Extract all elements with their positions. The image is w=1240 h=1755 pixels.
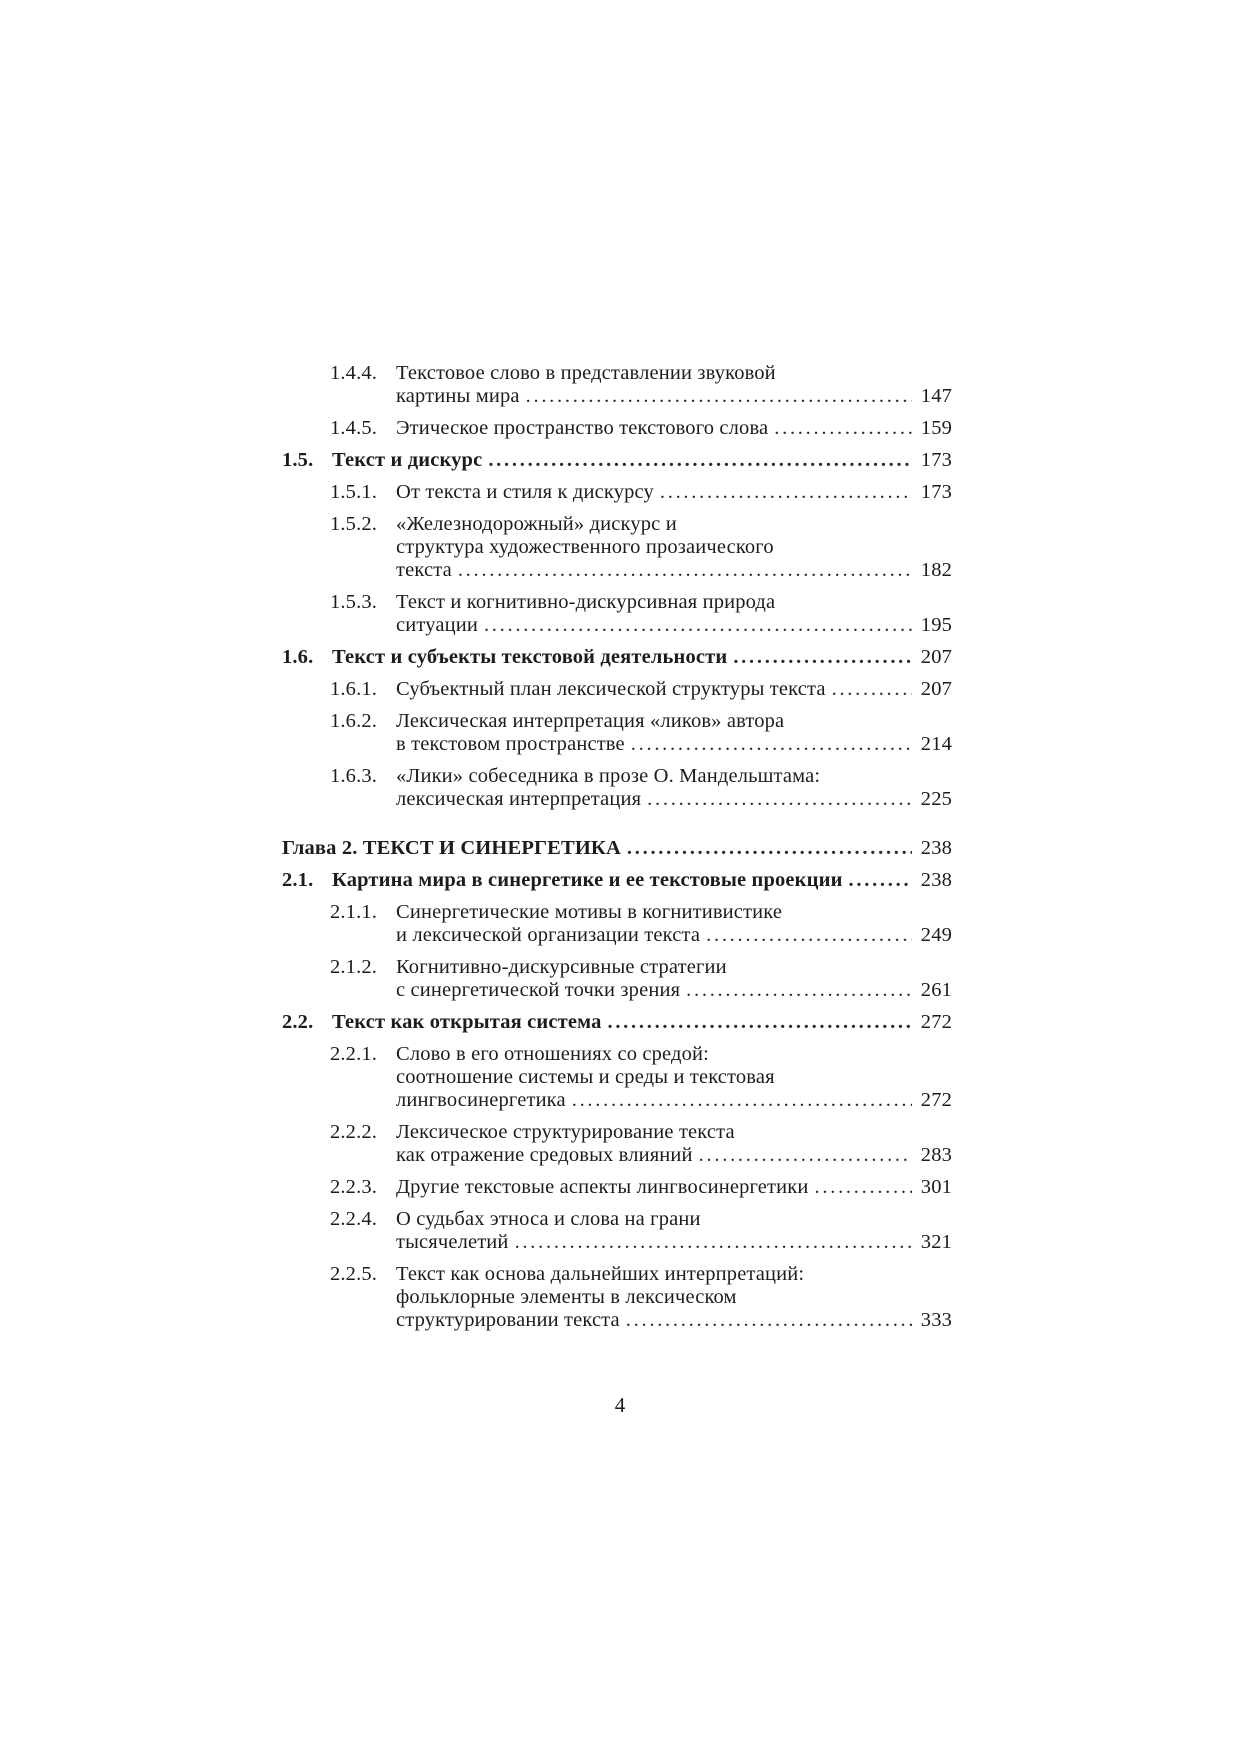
toc-entry-page: 301 [920,1176,952,1198]
dot-leader [484,614,912,637]
toc-entry-title [396,362,952,408]
dot-leader [607,1011,912,1034]
toc-entry [282,449,952,472]
toc-entry-title-line: Текст как основа дальнейших интерпретаций: [396,1263,805,1285]
toc-entry-page: 272 [920,1011,952,1033]
toc-entry-title-line: Этическое пространство текстового слова [396,417,769,439]
toc-entry-title [396,956,952,1002]
toc-entry-title-line: фольклорные элементы в лексическом [396,1286,737,1308]
dot-leader [699,1144,912,1167]
toc-entry [282,1176,952,1199]
toc-entry-page: 283 [920,1144,952,1166]
toc-entry [282,710,952,756]
toc-entry [282,1121,952,1167]
dot-leader [488,449,912,472]
toc-entry [282,837,952,860]
toc-entry-title-line: Текст и когнитивно-дискурсивная природа [396,591,776,613]
toc-entry [282,678,952,701]
dot-leader [647,788,912,811]
dot-leader [774,417,912,440]
toc-entry-title [396,1121,952,1167]
toc-entry-number: 1.5. [282,449,314,471]
toc-entry-page: 207 [920,678,952,700]
toc-entry [282,481,952,504]
toc-entry-title-line: лексическая интерпретация [396,788,642,810]
toc-entry-title [396,710,952,756]
toc-entry-title-line: структурировании текста [396,1309,620,1331]
toc-entry-title [396,765,952,811]
toc-entry-number: 2.1.2. [330,956,378,978]
toc-entry-page: 272 [920,1089,952,1111]
toc-entry-title-line: Когнитивно-дискурсивные стратегии [396,956,727,978]
toc-entry-title [396,678,952,701]
toc-entry-number: 1.5.3. [330,591,378,613]
toc-entry-title-line: О судьбах этноса и слова на грани [396,1208,701,1230]
toc-entry [282,513,952,582]
toc-entry-title [332,869,952,892]
toc-entry-number: 2.2. [282,1011,314,1033]
dot-leader [526,385,912,408]
toc-entry [282,765,952,811]
dot-leader [627,837,912,860]
toc-entry-page: 333 [920,1309,952,1331]
table-of-contents [282,362,952,1341]
toc-entry-title [396,1176,952,1199]
toc-entry-title [396,1208,952,1254]
toc-entry-number: 1.6.3. [330,765,378,787]
toc-entry-title [396,1263,952,1332]
toc-entry-number: 2.2.3. [330,1176,378,1198]
toc-entry-title-line: Глава 2. ТЕКСТ И СИНЕРГЕТИКА [282,837,621,859]
dot-leader [458,559,912,582]
toc-entry [282,362,952,408]
toc-entry-number: 2.1. [282,869,314,891]
toc-entry-number: 1.4.5. [330,417,378,439]
toc-entry [282,1263,952,1332]
toc-entry-number: 1.5.2. [330,513,378,535]
toc-entry [282,956,952,1002]
toc-entry-page: 159 [920,417,952,439]
toc-entry-page: 238 [920,869,952,891]
toc-entry-title-line: как отражение средовых влияний [396,1144,693,1166]
toc-entry [282,591,952,637]
toc-entry-number: 2.2.2. [330,1121,378,1143]
toc-entry-title-line: Текст и дискурс [332,449,483,471]
toc-entry [282,417,952,440]
toc-entry-title-line: соотношение системы и среды и текстовая [396,1066,775,1088]
toc-entry [282,1208,952,1254]
toc-entry-title-line: и лексической организации текста [396,924,701,946]
toc-entry-number: 1.4.4. [330,362,378,384]
toc-entry-page: 238 [920,837,952,859]
toc-entry-number: 2.2.4. [330,1208,378,1230]
toc-entry-title-line: Слово в его отношениях со средой: [396,1043,709,1065]
toc-entry-title-line: Субъектный план лексической структуры текста [396,678,826,700]
toc-entry-page: 225 [920,788,952,810]
toc-entry-page: 207 [920,646,952,668]
toc-entry-title [396,1043,952,1112]
toc-entry-page: 182 [920,559,952,581]
toc-entry-number: 2.2.5. [330,1263,378,1285]
toc-entry [282,901,952,947]
toc-entry-page: 321 [920,1231,952,1253]
toc-entry-title [396,481,952,504]
toc-entry-page: 195 [920,614,952,636]
dot-leader [626,1309,912,1332]
toc-entry-title-line: «Железнодорожный» дискурс и [396,513,677,535]
toc-entry-title-line: Синергетические мотивы в когнитивистике [396,901,783,923]
dot-leader [832,678,912,701]
toc-entry-number: 1.6.1. [330,678,378,700]
toc-entry-title [396,591,952,637]
toc-entry-title-line: «Лики» собеседника в прозе О. Мандельштама: [396,765,821,787]
dot-leader [849,869,912,892]
toc-entry-page: 173 [920,481,952,503]
toc-entry-title-line: в текстовом пространстве [396,733,625,755]
toc-entry-title-line: лингвосинергетика [396,1089,566,1111]
toc-entry-title-line: Текст и субъекты текстовой деятельности [332,646,728,668]
toc-entry [282,869,952,892]
dot-leader [572,1089,912,1112]
toc-entry-title-line: Другие текстовые аспекты лингвосинергетики [396,1176,809,1198]
toc-entry-page: 173 [920,449,952,471]
toc-entry-title [396,513,952,582]
toc-entry-number: 1.6.2. [330,710,378,732]
dot-leader [631,733,912,756]
toc-entry-page: 261 [920,979,952,1001]
toc-entry-title-line: структура художественного прозаического [396,536,774,558]
toc-entry [282,646,952,669]
toc-entry [282,1011,952,1034]
dot-leader [733,646,912,669]
dot-leader [706,924,912,947]
dot-leader [815,1176,912,1199]
toc-entry-number: 2.2.1. [330,1043,378,1065]
toc-entry-page: 214 [920,733,952,755]
toc-entry-title-line: с синергетической точки зрения [396,979,681,1001]
toc-entry-title-line: От текста и стиля к дискурсу [396,481,654,503]
toc-entry-title-line: Текстовое слово в представлении звуковой [396,362,776,384]
toc-entry-title-line: Текст как открытая система [332,1011,602,1033]
toc-entry-title-line: Лексическая интерпретация «ликов» автора [396,710,785,732]
toc-entry-number: 1.6. [282,646,314,668]
toc-entry-title-line: текста [396,559,452,581]
dot-leader [660,481,912,504]
toc-entry-title-line: ситуации [396,614,478,636]
toc-entry-title [396,417,952,440]
toc-entry-number: 1.5.1. [330,481,378,503]
dot-leader [686,979,912,1002]
toc-entry-title-line: картины мира [396,385,520,407]
toc-entry-title-line: тысячелетий [396,1231,509,1253]
toc-entry-title [396,901,952,947]
page-number: 4 [614,1393,626,1417]
toc-entry-number: 2.1.1. [330,901,378,923]
toc-entry-title-line: Картина мира в синергетике и ее текстовые проекции [332,869,843,891]
toc-entry-title [332,1011,952,1034]
toc-entry-title [332,646,952,669]
toc-entry-page: 147 [920,385,952,407]
toc-entry-title-line: Лексическое структурирование текста [396,1121,735,1143]
toc-entry [282,1043,952,1112]
toc-entry-title [332,449,952,472]
toc-entry-page: 249 [920,924,952,946]
dot-leader [515,1231,912,1254]
toc-entry-title [282,837,952,860]
